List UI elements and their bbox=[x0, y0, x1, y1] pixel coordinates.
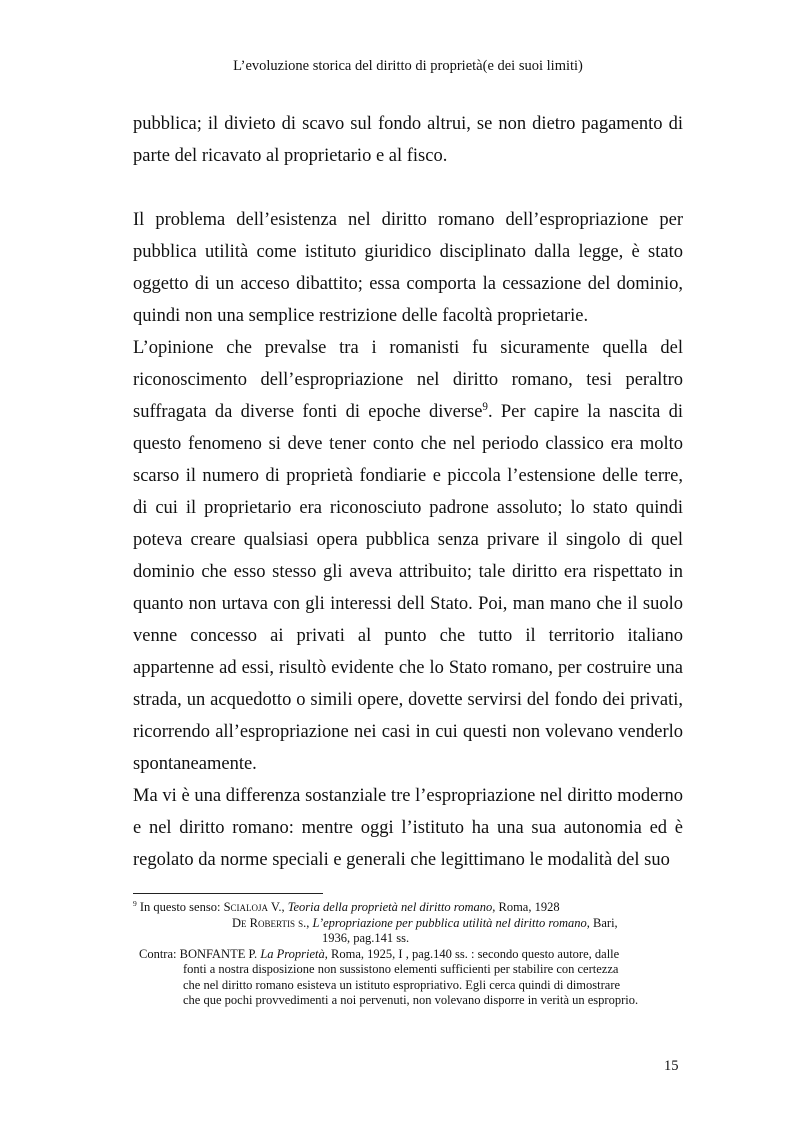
footnote-line-6: che nel diritto romano esisteva un istituto espropriativo. Egli cerca quindi di dimostrare bbox=[183, 977, 621, 992]
footnote-contra-lead: Contra: BONFANTE P. bbox=[139, 946, 261, 961]
body-text bbox=[133, 108, 683, 876]
footnote-tail: , Bari, bbox=[586, 915, 618, 930]
paragraph-1: pubblica; il divieto di scavo sul fondo altrui, se non dietro pagamento di parte del ricavato al proprietario e al fisco. bbox=[133, 114, 683, 166]
footnote-author: De Robertis s. bbox=[232, 915, 307, 930]
footnote-title: Teoria della proprietà nel diritto romano bbox=[287, 900, 493, 914]
footnote-lead: In questo senso: bbox=[136, 900, 224, 914]
footnote-title: L’epropriazione per pubblica utilità nel diritto romano bbox=[312, 915, 587, 930]
footnote-number: 9 bbox=[133, 898, 137, 908]
footnote-author: Scialoja V. bbox=[223, 900, 282, 914]
footnote-divider bbox=[133, 893, 323, 894]
paragraph-2: Il problema dell’esistenza nel diritto romano dell’espropriazione per pubblica utilità come istituto giuridico disciplinato dalla legge, è stato oggetto di un acceso dibattito; essa comporta la cessazione del dominio, quindi non una semplice restrizione delle facoltà proprietarie. bbox=[133, 210, 683, 326]
footnote-line-1 bbox=[133, 900, 693, 916]
page-number: 15 bbox=[664, 1058, 679, 1074]
paragraph-3-rest: . Per capire la nascita di questo fenomeno si deve tener conto che nel periodo classico era molto scarso il numero di proprietà fondiarie e piccola l’estensione delle terre, di cui il proprietario era riconosciuto padrone assoluto; lo stato quindi poteva creare qualsiasi opera pubblica senza privare il singolo di quel dominio che esso stesso gli aveva attribuito; tale diritto era rispettato in quanto non urtava con gli interessi dell Stato. Poi, man mano che il suolo venne concesso ai privati al punto che tutto il territorio italiano appartenne ad essi, risultò evidente che lo Stato romano, per costruire una strada, un acquedotto o simili opere, dovette servirsi del fondo dei privati, ricorrendo all’espropriazione nei casi in cui questi non volevano venderlo spontaneamente. bbox=[133, 402, 683, 774]
footnote-line-2 bbox=[133, 916, 693, 932]
footnote-line-5: fonti a nostra disposizione non sussistono elementi sufficienti per stabilire con certezza bbox=[183, 962, 619, 976]
paragraph-4: Ma vi è una differenza sostanziale tre l’espropriazione nel diritto moderno e nel diritto romano: mentre oggi l’istituto ha una sua autonomia ed è regolato da norme speciali e generali che legittimano le modalità del suo bbox=[133, 786, 683, 870]
footnote-line-7: che que pochi provvedimenti a noi pervenuti, non volevano disporre in verità un esproprio. bbox=[183, 993, 639, 1007]
paragraph-3-start: L’opinione che prevalse tra i romanisti fu sicuramente quella del riconoscimento dell’espropriazione nel diritto romano, tesi peraltro suffragata da diverse fonti di epoche diverse bbox=[133, 338, 683, 422]
footnote-tail: , Roma, 1928 bbox=[492, 900, 560, 914]
footnote-reference[interactable]: 9 bbox=[482, 400, 488, 413]
paragraph-3 bbox=[133, 332, 683, 780]
footnote-line-3: 1936, pag.141 ss. bbox=[322, 931, 410, 945]
footnote-sep: , bbox=[306, 915, 313, 930]
footnote bbox=[133, 900, 693, 1009]
footnote-title: La Proprietà bbox=[260, 946, 325, 961]
footnote-tail: , Roma, 1925, I , pag.140 ss. : secondo questo autore, dalle bbox=[324, 946, 620, 961]
footnote-line-4 bbox=[133, 947, 693, 963]
footnote-sep: , bbox=[281, 900, 288, 914]
running-header: L’evoluzione storica del diritto di proprietà(e dei suoi limiti) bbox=[233, 58, 583, 74]
